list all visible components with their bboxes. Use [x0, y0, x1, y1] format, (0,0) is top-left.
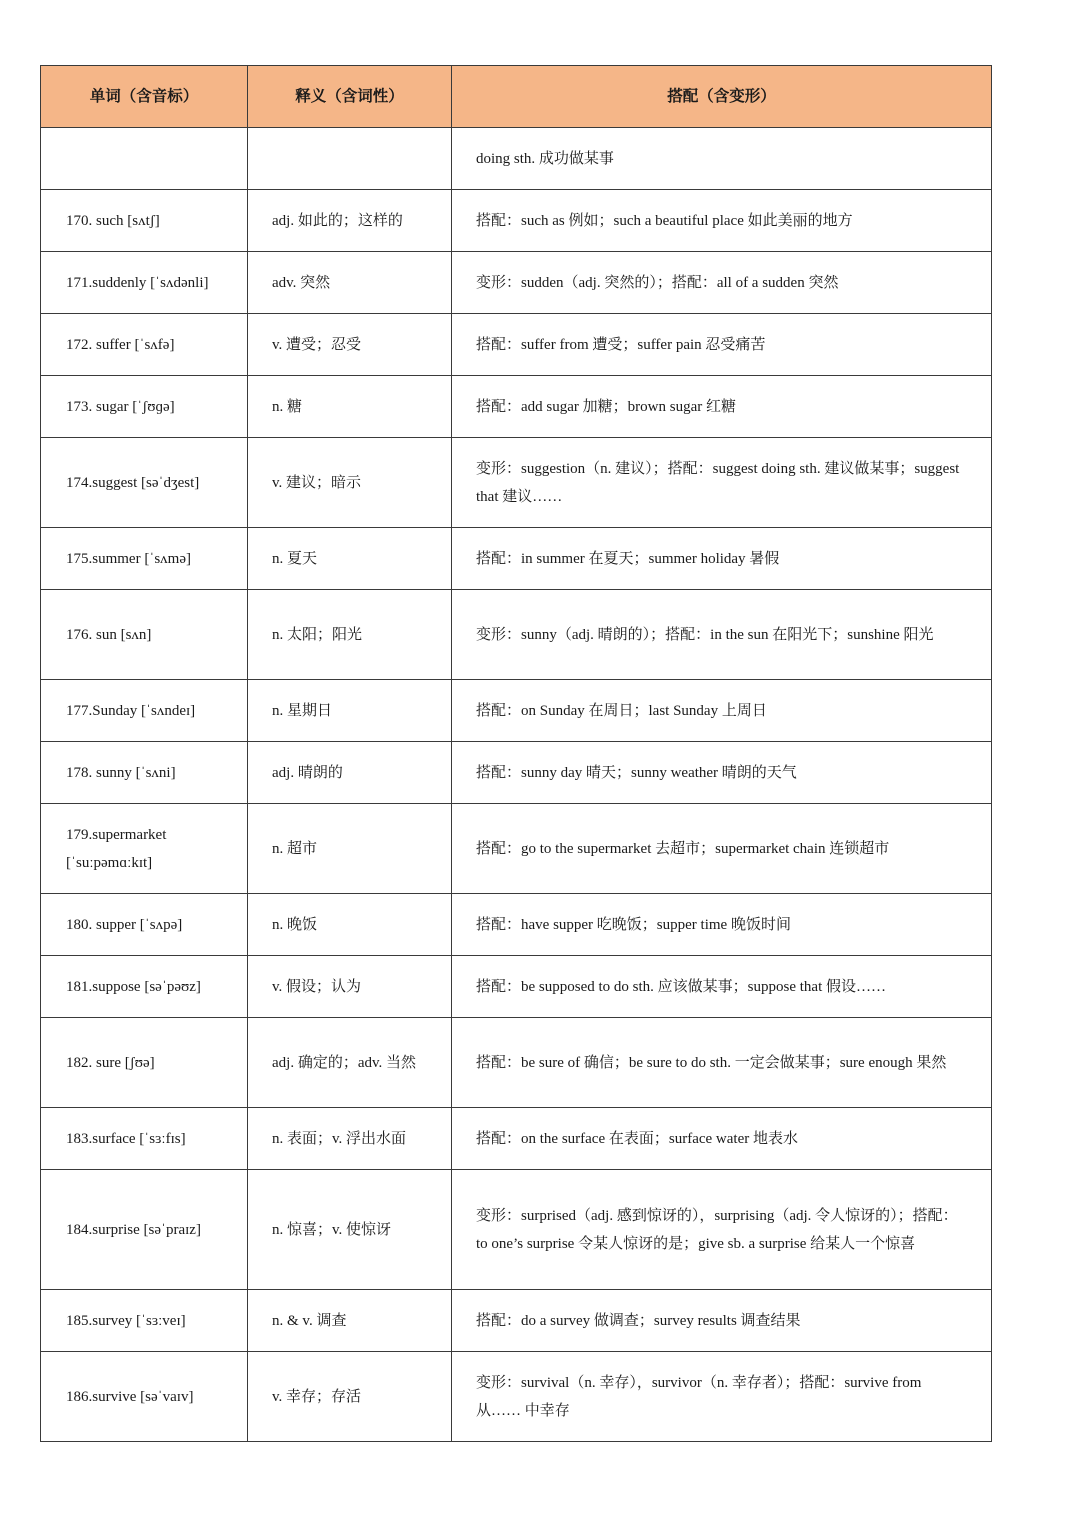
- table-row: [41, 128, 992, 190]
- table-row: [41, 680, 992, 742]
- meaning-cell: n. 表面；v. 浮出水面: [248, 1108, 452, 1170]
- meaning-cell: n. 夏天: [248, 528, 452, 590]
- table-row: [41, 314, 992, 376]
- collocation-cell: 搭配：suffer from 遭受；suffer pain 忍受痛苦: [452, 314, 992, 376]
- table-row: [41, 1352, 992, 1442]
- meaning-cell: n. 星期日: [248, 680, 452, 742]
- word-cell: 177.Sunday [ˈsʌndeɪ]: [41, 680, 248, 742]
- collocation-cell: 搭配：add sugar 加糖；brown sugar 红糖: [452, 376, 992, 438]
- collocation-cell: 变形：suggestion（n. 建议）；搭配：suggest doing sth. 建议做某事；suggest that 建议……: [452, 438, 992, 528]
- word-cell: 174.suggest [səˈdʒest]: [41, 438, 248, 528]
- header-meaning: 释义（含词性）: [248, 66, 452, 128]
- table-row: [41, 894, 992, 956]
- word-cell: 184.surprise [səˈpraɪz]: [41, 1170, 248, 1290]
- table-row: [41, 804, 992, 894]
- word-cell: 178. sunny [ˈsʌni]: [41, 742, 248, 804]
- word-cell: 185.survey [ˈsɜːveɪ]: [41, 1290, 248, 1352]
- collocation-cell: 搭配：on the surface 在表面；surface water 地表水: [452, 1108, 992, 1170]
- word-cell: 175.summer [ˈsʌmə]: [41, 528, 248, 590]
- collocation-cell: 搭配：be sure of 确信；be sure to do sth. 一定会做某事；sure enough 果然: [452, 1018, 992, 1108]
- meaning-cell: v. 遭受；忍受: [248, 314, 452, 376]
- word-cell: 182. sure [ʃʊə]: [41, 1018, 248, 1108]
- word-cell: 172. suffer [ˈsʌfə]: [41, 314, 248, 376]
- table-row: [41, 190, 992, 252]
- word-cell: 186.survive [səˈvaɪv]: [41, 1352, 248, 1442]
- collocation-cell: 搭配：such as 例如；such a beautiful place 如此美丽的地方: [452, 190, 992, 252]
- table-header: [41, 66, 992, 128]
- header-collocation: 搭配（含变形）: [452, 66, 992, 128]
- meaning-cell: n. 糖: [248, 376, 452, 438]
- word-cell: [41, 128, 248, 190]
- meaning-cell: v. 假设；认为: [248, 956, 452, 1018]
- word-cell: 173. sugar [ˈʃʊɡə]: [41, 376, 248, 438]
- meaning-cell: adj. 如此的；这样的: [248, 190, 452, 252]
- meaning-cell: n. 超市: [248, 804, 452, 894]
- collocation-cell: 变形：sudden（adj. 突然的）；搭配：all of a sudden 突然: [452, 252, 992, 314]
- collocation-cell: 变形：surprised（adj. 感到惊讶的），surprising（adj. 令人惊讶的）；搭配：to one’s surprise 令某人惊讶的是；give sb. a surprise 给某人一个惊喜: [452, 1170, 992, 1290]
- word-cell: 180. supper [ˈsʌpə]: [41, 894, 248, 956]
- meaning-cell: n. 晚饭: [248, 894, 452, 956]
- collocation-cell: 变形：sunny（adj. 晴朗的）；搭配：in the sun 在阳光下；sunshine 阳光: [452, 590, 992, 680]
- word-cell: 179.supermarket [ˈsuːpəmɑːkɪt]: [41, 804, 248, 894]
- word-cell: 176. sun [sʌn]: [41, 590, 248, 680]
- table-row: [41, 528, 992, 590]
- meaning-cell: v. 建议；暗示: [248, 438, 452, 528]
- meaning-cell: [248, 128, 452, 190]
- meaning-cell: adj. 确定的；adv. 当然: [248, 1018, 452, 1108]
- header-row: [41, 66, 992, 128]
- table-row: [41, 956, 992, 1018]
- table-row: [41, 742, 992, 804]
- meaning-cell: n. 太阳；阳光: [248, 590, 452, 680]
- word-cell: 171.suddenly [ˈsʌdənli]: [41, 252, 248, 314]
- collocation-cell: 搭配：on Sunday 在周日；last Sunday 上周日: [452, 680, 992, 742]
- table-row: [41, 1290, 992, 1352]
- table-body: [41, 128, 992, 1442]
- collocation-cell: 搭配：in summer 在夏天；summer holiday 暑假: [452, 528, 992, 590]
- collocation-cell: 搭配：be supposed to do sth. 应该做某事；suppose that 假设……: [452, 956, 992, 1018]
- collocation-cell: 搭配：do a survey 做调查；survey results 调查结果: [452, 1290, 992, 1352]
- word-cell: 183.surface [ˈsɜːfɪs]: [41, 1108, 248, 1170]
- table-row: [41, 1108, 992, 1170]
- meaning-cell: n. & v. 调查: [248, 1290, 452, 1352]
- header-word: 单词（含音标）: [41, 66, 248, 128]
- table-row: [41, 438, 992, 528]
- collocation-cell: 搭配：go to the supermarket 去超市；supermarket chain 连锁超市: [452, 804, 992, 894]
- table-row: [41, 590, 992, 680]
- word-cell: 170. such [sʌtʃ]: [41, 190, 248, 252]
- meaning-cell: adv. 突然: [248, 252, 452, 314]
- collocation-cell: 搭配：have supper 吃晚饭；supper time 晚饭时间: [452, 894, 992, 956]
- table-row: [41, 1170, 992, 1290]
- collocation-cell: doing sth. 成功做某事: [452, 128, 992, 190]
- meaning-cell: v. 幸存；存活: [248, 1352, 452, 1442]
- word-cell: 181.suppose [səˈpəʊz]: [41, 956, 248, 1018]
- table-row: [41, 252, 992, 314]
- table-row: [41, 376, 992, 438]
- collocation-cell: 搭配：sunny day 晴天；sunny weather 晴朗的天气: [452, 742, 992, 804]
- meaning-cell: adj. 晴朗的: [248, 742, 452, 804]
- collocation-cell: 变形：survival（n. 幸存），survivor（n. 幸存者）；搭配：survive from 从…… 中幸存: [452, 1352, 992, 1442]
- meaning-cell: n. 惊喜；v. 使惊讶: [248, 1170, 452, 1290]
- vocabulary-table: [40, 65, 992, 1442]
- table-row: [41, 1018, 992, 1108]
